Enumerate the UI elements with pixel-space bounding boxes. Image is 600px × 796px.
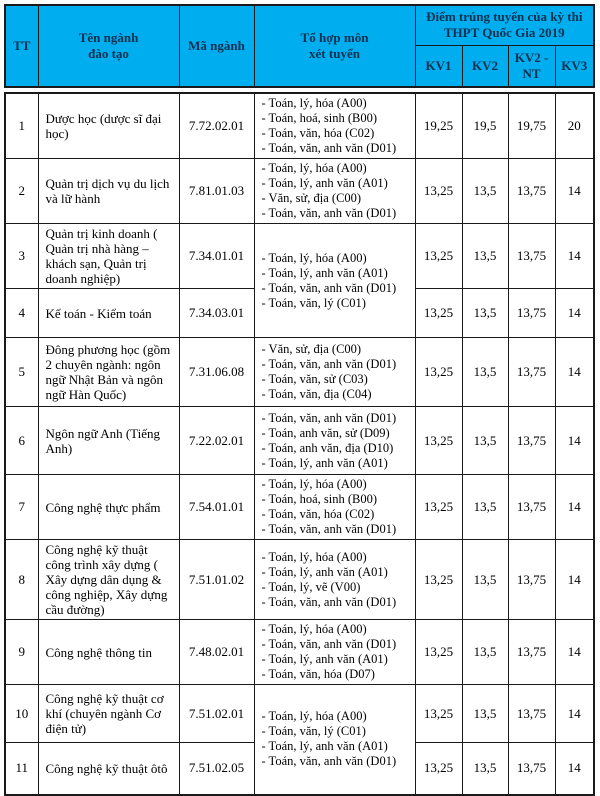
score-kv2nt: 13,75 [508, 743, 555, 795]
table-row-8 [5, 540, 594, 620]
score-kv1: 13,25 [415, 338, 462, 407]
subject-line: - Toán, lý, vẽ (V00) [261, 579, 361, 594]
subject-combinations-shared [254, 224, 415, 338]
subject-line: - Toán, văn, lý (C01) [261, 295, 366, 310]
major-code: 7.34.01.01 [179, 224, 254, 289]
table-row-10 [5, 685, 594, 743]
subject-line: - Toán, văn, địa (C04) [261, 387, 372, 401]
col-header-major-code: Mã ngành [179, 5, 254, 87]
major-code: 7.51.02.01 [179, 685, 254, 743]
score-kv3: 14 [555, 289, 594, 338]
row-number: 7 [5, 475, 38, 540]
row-number: 10 [5, 685, 38, 743]
subject-line: - Toán, lý, hóa (A00) [261, 709, 367, 724]
subject-combinations [254, 620, 415, 685]
subject-line: - Toán, văn, hóa (C02) [261, 507, 375, 521]
subject-line: - Toán, văn, anh văn (D01) [261, 280, 397, 295]
score-table-header [4, 4, 595, 88]
subject-line: - Toán, hoá, sinh (B00) [261, 492, 378, 506]
major-name: Công nghệ kỹ thuật công trình xây dựng ( Xây dựng dân dụng & công nghiệp, Xây dựng cầu đường) [38, 540, 179, 620]
subject-line: - Toán, anh văn, sử (D09) [261, 425, 390, 440]
col-header-scores-group [415, 5, 594, 45]
subject-line: - Toán, lý, anh văn (A01) [261, 652, 388, 666]
score-kv2: 13,5 [462, 159, 508, 224]
score-kv3: 20 [555, 93, 594, 159]
subject-line: - Toán, lý, hóa (A00) [261, 161, 367, 175]
score-kv2: 13,5 [462, 620, 508, 685]
subject-line: - Toán, văn, hóa (C02) [261, 126, 375, 140]
subject-combinations [254, 93, 415, 159]
subject-line: - Toán, văn, anh văn (D01) [261, 754, 397, 769]
subject-line: - Toán, lý, anh văn (A01) [261, 176, 388, 190]
score-kv2nt: 13,75 [508, 620, 555, 685]
major-code: 7.51.01.02 [179, 540, 254, 620]
subject-combinations-shared [254, 685, 415, 795]
table-row-1 [5, 93, 594, 159]
major-code: 7.54.01.01 [179, 475, 254, 540]
score-kv3: 14 [555, 159, 594, 224]
major-name: Ngôn ngữ Anh (Tiếng Anh) [38, 407, 179, 475]
col-header-major-name-line1: Tên ngành [78, 30, 139, 45]
col-header-major-name-line2: đào tạo [88, 46, 129, 61]
subject-line: - Toán, văn, anh văn (D01) [261, 141, 397, 155]
major-code: 7.48.02.01 [179, 620, 254, 685]
major-name: Quản trị kinh doanh ( Quản trị nhà hàng – khách sạn, Quản trị doanh nghiệp) [38, 224, 179, 289]
subject-line: - Toán, văn, anh văn (D01) [261, 637, 397, 651]
score-kv3: 14 [555, 743, 594, 795]
row-number: 8 [5, 540, 38, 620]
subject-line: - Toán, văn, anh văn (D01) [261, 206, 397, 220]
col-header-subject-combos-line2: xét tuyển [309, 46, 360, 61]
subject-line: - Toán, văn, anh văn (D01) [261, 522, 397, 536]
major-code: 7.81.01.03 [179, 159, 254, 224]
score-kv1: 13,25 [415, 685, 462, 743]
major-name: Công nghệ thông tin [38, 620, 179, 685]
major-code: 7.34.03.01 [179, 289, 254, 338]
subject-combinations [254, 475, 415, 540]
col-header-tt: TT [5, 5, 38, 87]
col-header-kv3: KV3 [555, 45, 594, 87]
subject-line: - Văn, sử, địa (C00) [261, 342, 362, 356]
col-header-kv2: KV2 [462, 45, 508, 87]
score-kv1: 13,25 [415, 540, 462, 620]
score-kv2nt: 13,75 [508, 289, 555, 338]
subject-line: - Toán, văn, anh văn (D01) [261, 357, 397, 371]
subject-combinations [254, 407, 415, 475]
subject-combinations [254, 540, 415, 620]
major-name: Kế toán - Kiểm toán [38, 289, 179, 338]
col-header-kv1: KV1 [415, 45, 462, 87]
score-kv2nt: 13,75 [508, 407, 555, 475]
table-row-5 [5, 338, 594, 407]
subject-combinations [254, 338, 415, 407]
score-kv2nt: 19,75 [508, 93, 555, 159]
subject-line: - Toán, lý, hóa (A00) [261, 250, 367, 265]
score-kv2nt: 13,75 [508, 685, 555, 743]
table-row-6 [5, 407, 594, 475]
score-kv2: 13,5 [462, 224, 508, 289]
score-kv1: 13,25 [415, 475, 462, 540]
subject-line: - Toán, văn, anh văn (D01) [261, 410, 397, 425]
major-name: Công nghệ kỹ thuật cơ khí (chuyên ngành Cơ điện tử) [38, 685, 179, 743]
score-kv2: 13,5 [462, 407, 508, 475]
table-row-2 [5, 159, 594, 224]
subject-line: - Toán, lý, hóa (A00) [261, 477, 367, 491]
score-kv2: 13,5 [462, 540, 508, 620]
row-number: 3 [5, 224, 38, 289]
score-kv1: 13,25 [415, 289, 462, 338]
major-name: Công nghệ kỹ thuật ôtô [38, 743, 179, 795]
score-kv1: 13,25 [415, 620, 462, 685]
col-header-kv2nt-line2: NT [522, 65, 541, 81]
major-code: 7.72.02.01 [179, 93, 254, 159]
score-kv2nt: 13,75 [508, 159, 555, 224]
subject-combinations [254, 159, 415, 224]
col-header-scores-group-line2: THPT Quốc Gia 2019 [443, 25, 565, 41]
score-kv3: 14 [555, 475, 594, 540]
score-kv3: 14 [555, 224, 594, 289]
score-kv2: 13,5 [462, 338, 508, 407]
table-row-3 [5, 224, 594, 289]
score-kv3: 14 [555, 407, 594, 475]
col-header-kv2nt [508, 45, 555, 87]
major-name: Quản trị dịch vụ du lịch và lữ hành [38, 159, 179, 224]
col-header-subject-combos-line1: Tổ hợp môn [300, 30, 369, 45]
subject-line: - Toán, anh văn, địa (D10) [261, 440, 394, 455]
major-name: Công nghệ thực phẩm [38, 475, 179, 540]
score-kv2nt: 13,75 [508, 475, 555, 540]
score-kv2nt: 13,75 [508, 224, 555, 289]
subject-line: - Toán, lý, hóa (A00) [261, 622, 367, 636]
major-name: Đông phương học (gồm 2 chuyên ngành: ngôn ngữ Nhật Bản và ngôn ngữ Hàn Quốc) [38, 338, 179, 407]
score-kv1: 13,25 [415, 159, 462, 224]
major-code: 7.51.02.05 [179, 743, 254, 795]
score-kv1: 13,25 [415, 224, 462, 289]
score-kv2: 13,5 [462, 743, 508, 795]
subject-line: - Toán, văn, sử (C03) [261, 372, 368, 386]
score-kv2: 13,5 [462, 685, 508, 743]
subject-line: - Toán, hoá, sinh (B00) [261, 111, 378, 125]
score-kv2nt: 13,75 [508, 540, 555, 620]
score-kv1: 13,25 [415, 407, 462, 475]
score-kv3: 14 [555, 620, 594, 685]
row-number: 1 [5, 93, 38, 159]
subject-line: - Toán, văn, anh văn (D01) [261, 594, 397, 609]
col-header-subject-combos [254, 5, 415, 87]
row-number: 4 [5, 289, 38, 338]
score-kv1: 13,25 [415, 743, 462, 795]
col-header-scores-group-line1: Điểm trúng tuyển của kỳ thi [426, 9, 583, 25]
row-number: 6 [5, 407, 38, 475]
subject-line: - Toán, lý, anh văn (A01) [261, 739, 388, 754]
subject-line: - Văn, sử, địa (C00) [261, 191, 362, 205]
row-number: 11 [5, 743, 38, 795]
score-table-body [4, 92, 595, 796]
table-row-7 [5, 475, 594, 540]
row-number: 5 [5, 338, 38, 407]
subject-line: - Toán, lý, anh văn (A01) [261, 455, 388, 470]
score-kv2: 13,5 [462, 475, 508, 540]
table-row-9 [5, 620, 594, 685]
score-kv3: 14 [555, 540, 594, 620]
row-number: 2 [5, 159, 38, 224]
subject-line: - Toán, văn, lý (C01) [261, 724, 366, 739]
score-kv2nt: 13,75 [508, 338, 555, 407]
subject-line: - Toán, lý, anh văn (A01) [261, 564, 388, 579]
score-kv1: 19,25 [415, 93, 462, 159]
major-code: 7.31.06.08 [179, 338, 254, 407]
col-header-kv2nt-line1: KV2 - [514, 49, 549, 65]
major-code: 7.22.02.01 [179, 407, 254, 475]
subject-line: - Toán, lý, hóa (A00) [261, 96, 367, 110]
col-header-major-name [38, 5, 179, 87]
score-kv2: 19,5 [462, 93, 508, 159]
major-name: Dược học (dược sĩ đại học) [38, 93, 179, 159]
subject-line: - Toán, lý, hóa (A00) [261, 549, 367, 564]
score-kv3: 14 [555, 338, 594, 407]
subject-line: - Toán, văn, hóa (D07) [261, 667, 375, 681]
subject-line: - Toán, lý, anh văn (A01) [261, 265, 388, 280]
score-kv2: 13,5 [462, 289, 508, 338]
row-number: 9 [5, 620, 38, 685]
score-kv3: 14 [555, 685, 594, 743]
